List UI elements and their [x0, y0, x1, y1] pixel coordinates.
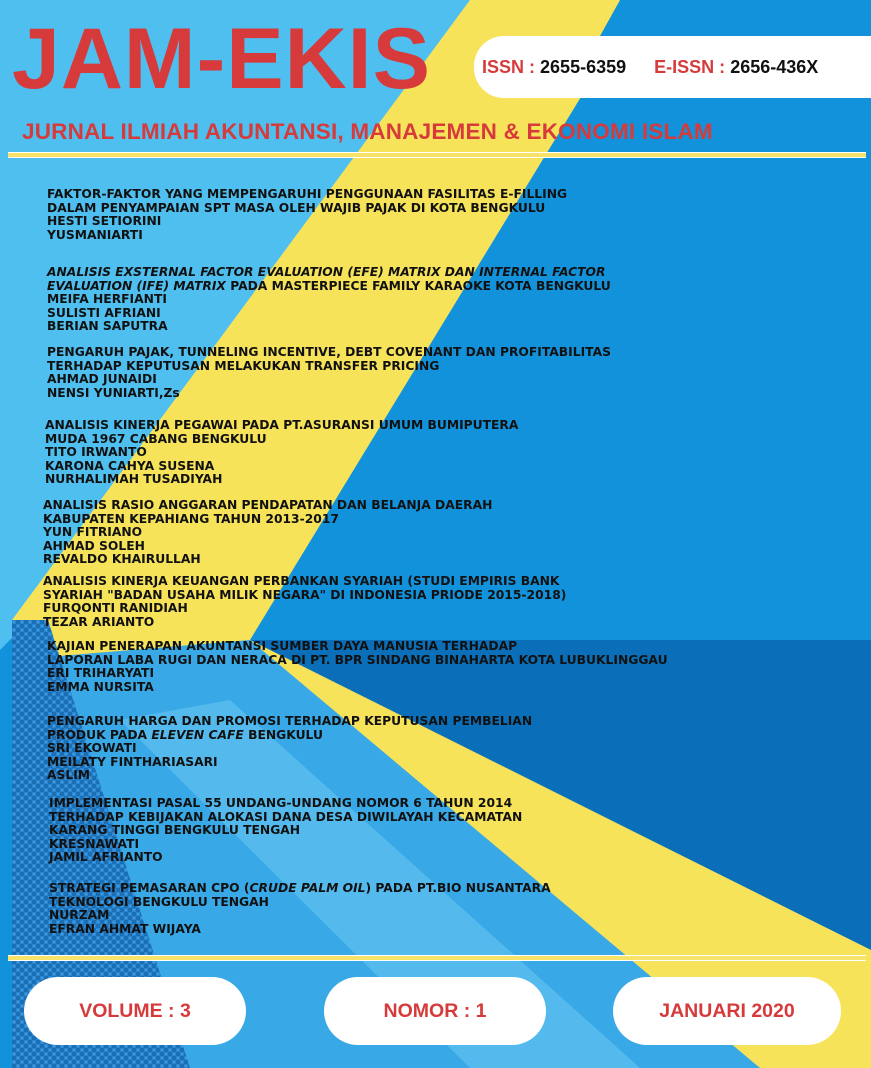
article-2-title-line-2-rest: PADA MASTERPIECE FAMILY KARAOKE KOTA BENGKULU	[225, 278, 611, 293]
article-5-author-2: AHMAD SOLEH	[43, 538, 145, 553]
article-5-title-line-1: ANALISIS RASIO ANGGARAN PENDAPATAN DAN BELANJA DAERAH	[43, 498, 493, 512]
article-4-author-1: TITO IRWANTO	[45, 445, 147, 460]
article-8	[47, 715, 532, 783]
article-5-author-1: YUN FITRIANO	[43, 525, 143, 540]
article-9-title-line-2: TERHADAP KEBIJAKAN ALOKASI DANA DESA DIWILAYAH KECAMATAN	[49, 809, 523, 824]
issn-label: ISSN :	[482, 57, 536, 77]
eissn-label: E-ISSN :	[654, 57, 726, 77]
article-2-author-2: SULISTI AFRIANI	[47, 305, 161, 320]
article-3-author-2: NENSI YUNIARTI,Zs	[47, 385, 180, 400]
article-4-title-line-1: ANALISIS KINERJA PEGAWAI PADA PT.ASURANSI UMUM BUMIPUTERA	[45, 418, 519, 432]
article-8-title-line-2-italic: ELEVEN CAFE	[151, 727, 244, 742]
article-4-title-line-2: MUDA 1967 CABANG BENGKULU	[45, 431, 267, 446]
article-9-author-2: JAMIL AFRIANTO	[49, 850, 163, 865]
article-1-title-line-2: DALAM PENYAMPAIAN SPT MASA OLEH WAJIB PAJAK DI KOTA BENGKULU	[47, 200, 546, 215]
article-8-author-1: SRI EKOWATI	[47, 741, 137, 756]
article-8-title-line-1: PENGARUH HARGA DAN PROMOSI TERHADAP KEPUTUSAN PEMBELIAN	[47, 714, 533, 728]
article-3-title-line-2: TERHADAP KEPUTUSAN MELAKUKAN TRANSFER PRICING	[47, 358, 440, 373]
article-6-title-line-2: SYARIAH "BADAN USAHA MILIK NEGARA" DI INDONESIA PRIODE 2015-2018)	[43, 587, 567, 602]
issn-line	[482, 58, 818, 78]
article-10-title-line-1-a: STRATEGI PEMASARAN CPO (	[49, 881, 250, 895]
article-1-author-2: YUSMANIARTI	[47, 227, 143, 242]
article-10-title-line-1-italic: CRUDE PALM OIL	[249, 881, 366, 895]
volume-badge	[24, 977, 246, 1045]
article-1-author-1: HESTI SETIORINI	[47, 214, 162, 229]
article-9-title-line-1: IMPLEMENTASI PASAL 55 UNDANG-UNDANG NOMOR 6 TAHUN 2014	[49, 796, 513, 810]
article-1-title-line-1: FAKTOR-FAKTOR YANG MEMPENGARUHI PENGGUNAAN FASILITAS E-FILLING	[47, 187, 568, 201]
article-10-author-1: NURZAM	[49, 908, 110, 923]
article-1	[47, 188, 567, 242]
article-4	[45, 419, 518, 487]
article-3	[47, 346, 611, 400]
article-6-author-2: TEZAR ARIANTO	[43, 614, 155, 629]
article-8-author-2: MEILATY FINTHARIASARI	[47, 754, 218, 769]
article-2	[47, 266, 611, 334]
article-2-title-line-2-italic: EVALUATION (IFE) MATRIX	[47, 278, 226, 293]
article-7-author-2: EMMA NURSITA	[47, 679, 154, 694]
issn-value: 2655-6359	[540, 57, 627, 77]
journal-title: JAM-EKIS	[12, 11, 431, 107]
article-8-author-3: ASLIM	[47, 768, 91, 783]
article-8-title-line-2-a: PRODUK PADA	[47, 727, 152, 742]
article-6-title-line-1: ANALISIS KINERJA KEUANGAN PERBANKAN SYARIAH (STUDI EMPIRIS BANK	[43, 574, 560, 588]
article-8-title-line-2-b: BENGKULU	[243, 727, 323, 742]
article-6	[43, 575, 566, 629]
article-5-title-line-2: KABUPATEN KEPAHIANG TAHUN 2013-2017	[43, 511, 339, 526]
header-divider	[8, 152, 866, 158]
article-5-author-3: REVALDO KHAIRULLAH	[43, 552, 201, 567]
bg-top-strip	[600, 0, 871, 36]
article-3-title-line-1: PENGARUH PAJAK, TUNNELING INCENTIVE, DEBT COVENANT DAN PROFITABILITAS	[47, 345, 611, 359]
article-2-author-3: BERIAN SAPUTRA	[47, 319, 168, 334]
article-3-author-1: AHMAD JUNAIDI	[47, 372, 157, 387]
article-4-author-2: KARONA CAHYA SUSENA	[45, 458, 215, 473]
article-10-title-line-2: TEKNOLOGI BENGKULU TENGAH	[49, 894, 269, 909]
article-2-author-1: MEIFA HERFIANTI	[47, 292, 167, 307]
article-2-title-line-1: ANALISIS EXSTERNAL FACTOR EVALUATION (EFE) MATRIX DAN INTERNAL FACTOR	[47, 265, 606, 279]
article-7-title-line-1: KAJIAN PENERAPAN AKUNTANSI SUMBER DAYA MANUSIA TERHADAP	[47, 639, 518, 653]
article-4-author-3: NURHALIMAH TUSADIYAH	[45, 472, 223, 487]
volume-label: VOLUME : 3	[79, 999, 191, 1022]
article-7	[47, 640, 668, 694]
article-6-author-1: FURQONTI RANIDIAH	[43, 601, 188, 616]
article-5	[43, 499, 492, 567]
article-7-title-line-2: LAPORAN LABA RUGI DAN NERACA DI PT. BPR SINDANG BINAHARTA KOTA LUBUKLINGGAU	[47, 652, 668, 667]
article-9-title-line-3: KARANG TINGGI BENGKULU TENGAH	[49, 823, 301, 838]
nomor-badge	[324, 977, 546, 1045]
article-7-author-1: ERI TRIHARYATI	[47, 666, 155, 681]
date-badge	[613, 977, 841, 1045]
article-9-author-1: KRESNAWATI	[49, 836, 140, 851]
article-10	[49, 882, 551, 936]
article-10-title-line-1-b: ) PADA PT.BIO NUSANTARA	[365, 881, 551, 895]
article-9	[49, 797, 522, 865]
footer-divider	[8, 955, 866, 961]
article-10-author-2: EFRAN AHMAT WIJAYA	[49, 921, 201, 936]
journal-subtitle: JURNAL ILMIAH AKUNTANSI, MANAJEMEN & EKONOMI ISLAM	[22, 119, 713, 144]
nomor-label: NOMOR : 1	[383, 999, 487, 1022]
date-label: JANUARI 2020	[659, 999, 795, 1022]
eissn-value: 2656-436X	[730, 57, 819, 77]
